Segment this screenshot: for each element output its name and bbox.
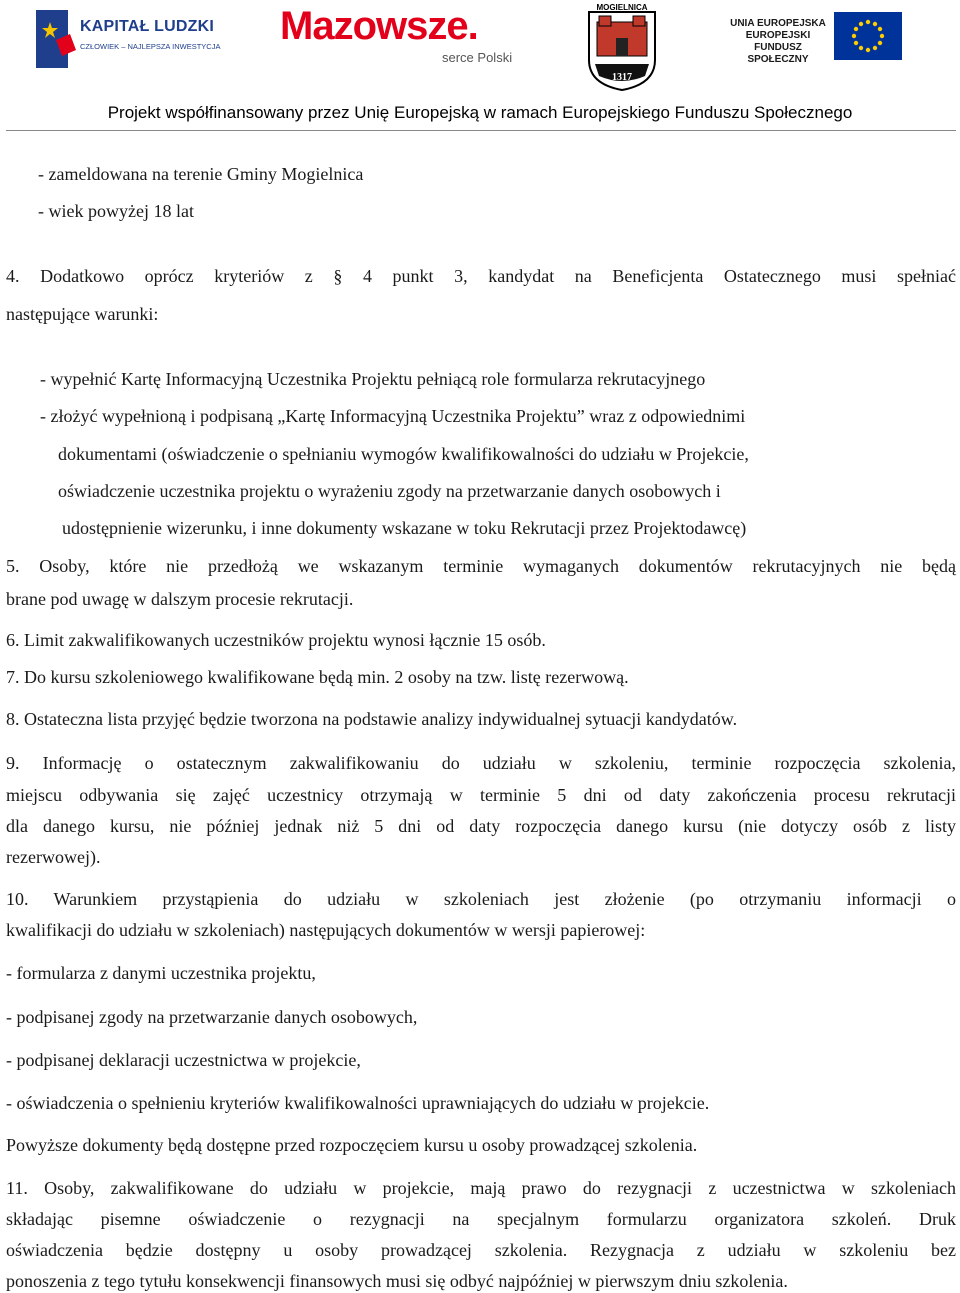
section-11-line-2: składając pisemne oświadczenie o rezygnacji na specjalnym formularzu organizatora szkoleń. Druk xyxy=(6,1209,956,1229)
section-5-line-1: 5. Osoby, które nie przedłożą we wskazanym terminie wymaganych dokumentów rekrutacyjnych nie będą xyxy=(6,556,956,576)
kapital-ludzki-title: KAPITAŁ LUDZKI xyxy=(80,18,215,35)
eu-line-2: EUROPEJSKI xyxy=(745,30,811,41)
mazowsze-subtitle: serce Polski xyxy=(442,50,513,65)
mogielnica-year: 1317 xyxy=(612,72,632,83)
section-11-line-4: ponoszenia z tego tytułu konsekwencji finansowych musi się odbyć najpóźniej w pierwszym dniu szkolenia. xyxy=(6,1271,788,1291)
coat-of-arms-icon xyxy=(585,0,659,92)
document-item-consent: - podpisanej zgody na przetwarzanie danych osobowych, xyxy=(6,1007,418,1027)
mazowsze-logo xyxy=(280,4,530,68)
eligibility-age: - wiek powyżej 18 lat xyxy=(38,201,194,221)
section-7: 7. Do kursu szkoleniowego kwalifikowane będą min. 2 osoby na tzw. listę rezerwową. xyxy=(6,667,629,687)
section-4-line-2: następujące warunki: xyxy=(6,304,159,324)
section-9-line-1: 9. Informację o ostatecznym zakwalifikowaniu do udziału w szkoleniu, terminie rozpoczęcia szkolenia, xyxy=(6,753,956,773)
eu-logo xyxy=(730,12,905,65)
document-item-form: - formularza z danymi uczestnika projektu, xyxy=(6,963,316,983)
section-4-line-1: 4. Dodatkowo oprócz kryteriów z § 4 punkt 3, kandydat na Beneficjenta Ostatecznego musi spełniać xyxy=(6,266,956,286)
section-9-line-2: miejscu odbywania się zajęć uczestnicy otrzymają w terminie 5 dni od daty zakończenia procesu rekrutacji xyxy=(6,785,956,805)
kapital-ludzki-emblem-icon xyxy=(36,10,76,68)
section-10-line-2: kwalifikacji do udziału w szkoleniach) następujących dokumentów w wersji papierowej: xyxy=(6,920,646,940)
section-10-line-1: 10. Warunkiem przystąpienia do udziału w szkoleniach jest złożenie (po otrzymaniu informacji o xyxy=(6,889,956,909)
eu-line-1: UNIA EUROPEJSKA xyxy=(730,18,826,29)
section-5-line-2: brane pod uwagę w dalszym procesie rekrutacji. xyxy=(6,589,354,609)
kapital-ludzki-subtitle: CZŁOWIEK – NAJLEPSZA INWESTYCJA xyxy=(80,42,221,51)
section-11-line-3: oświadczenia będzie dostępny u osoby prowadzącej szkolenia. Rezygnacja z udziału w szkoleniu bez xyxy=(6,1240,956,1260)
documents-availability-note: Powyższe dokumenty będą dostępne przed rozpoczęciem kursu u osoby prowadzącej szkolenia. xyxy=(6,1135,698,1155)
header-divider xyxy=(6,130,956,131)
eu-line-3: FUNDUSZ SPOŁECZNY xyxy=(747,42,809,65)
document-header xyxy=(0,0,960,133)
section-6: 6. Limit zakwalifikowanych uczestników projektu wynosi łącznie 15 osób. xyxy=(6,630,546,650)
condition-submit-card-line-3: oświadczenie uczestnika projektu o wyrażeniu zgody na przetwarzanie danych osobowych i xyxy=(58,481,721,501)
kapital-ludzki-logo xyxy=(36,10,226,68)
document-item-statement: - oświadczenia o spełnieniu kryteriów kwalifikowalności uprawniających do udziału w projekcie. xyxy=(6,1093,710,1113)
condition-submit-card-line-2: dokumentami (oświadczenie o spełnianiu wymogów kwalifikowalności do udziału w Projekcie, xyxy=(58,444,749,464)
section-9-line-4: rezerwowej). xyxy=(6,847,101,867)
eligibility-residence: - zameldowana na terenie Gminy Mogielnica xyxy=(38,164,364,184)
mazowsze-title: Mazowsze. xyxy=(280,4,478,48)
condition-fill-card: - wypełnić Kartę Informacyjną Uczestnika Projektu pełniącą role formularza rekrutacyjnego xyxy=(40,369,706,389)
condition-submit-card-line-1: - złożyć wypełnioną i podpisaną „Kartę Informacyjną Uczestnika Projektu” wraz z odpowiednimi xyxy=(40,406,746,426)
mogielnica-name: MOGIELNICA xyxy=(596,3,648,12)
section-11-line-1: 11. Osoby, zakwalifikowane do udziału w projekcie, mają prawo do rezygnacji z uczestnictwa w szkoleniach xyxy=(6,1178,956,1198)
condition-submit-card-line-4: udostępnienie wizerunku, i inne dokumenty wskazane w toku Rekrutacji przez Projektodawcę) xyxy=(62,518,747,538)
section-9-line-3: dla danego kursu, nie później jednak niż 5 dni od daty rozpoczęcia danego kursu (nie dotyczy osób z listy xyxy=(6,816,956,836)
mogielnica-coat-of-arms xyxy=(585,0,659,92)
section-8: 8. Ostateczna lista przyjęć będzie tworzona na podstawie analizy indywidualnej sytuacji kandydatów. xyxy=(6,709,738,729)
document-item-declaration: - podpisanej deklaracji uczestnictwa w projekcie, xyxy=(6,1050,361,1070)
eu-text xyxy=(730,18,826,66)
eu-flag-icon xyxy=(834,12,902,60)
cofinancing-note: Projekt współfinansowany przez Unię Europejską w ramach Europejskiego Funduszu Społecznego xyxy=(107,103,853,122)
